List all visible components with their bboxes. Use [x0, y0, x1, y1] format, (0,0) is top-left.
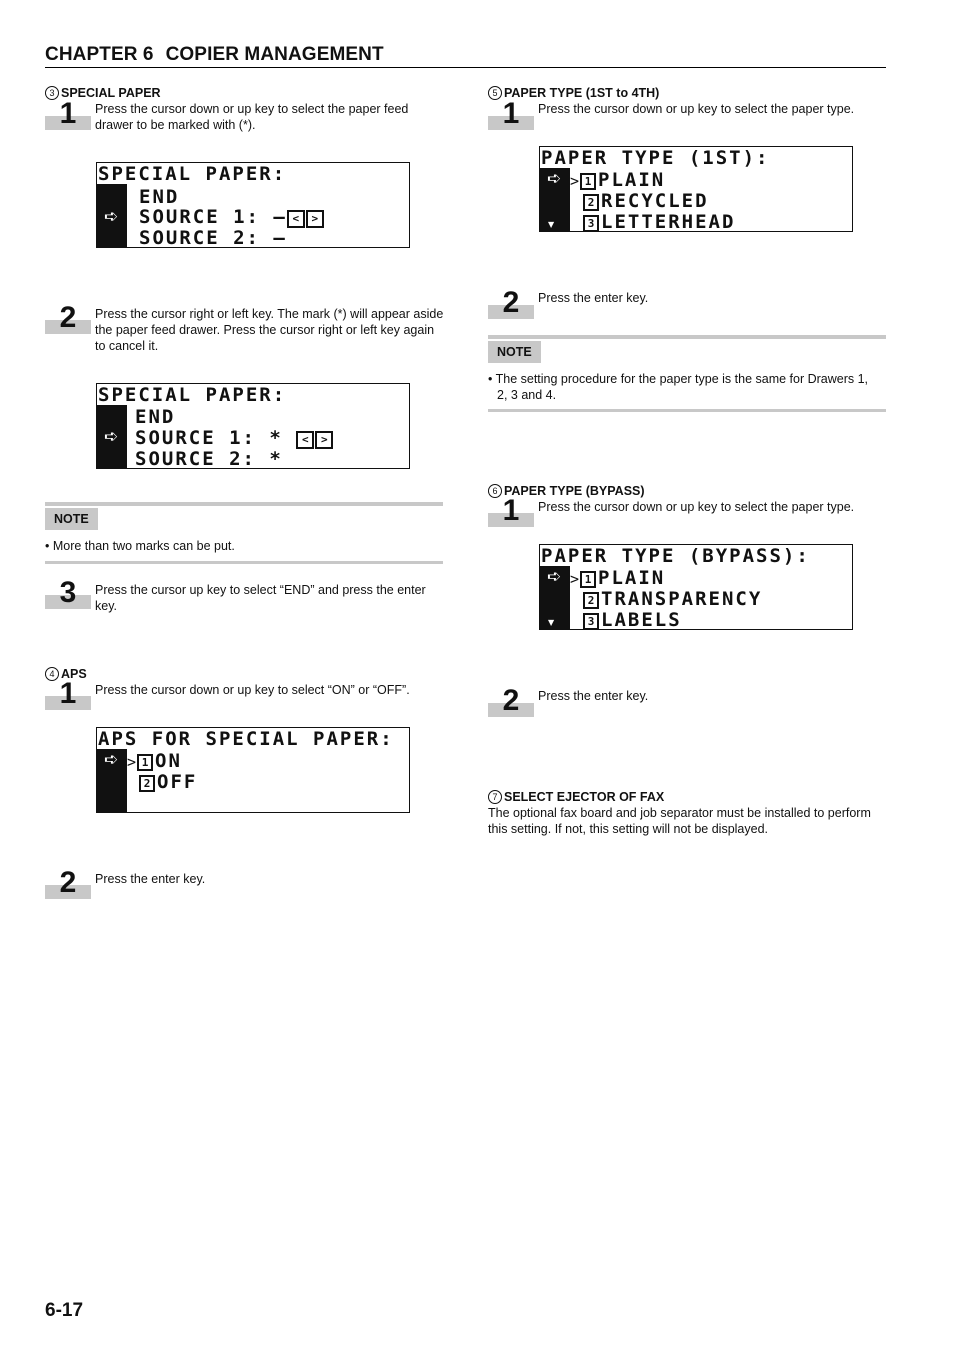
scroll-down-icon: ▼ — [548, 220, 555, 229]
section-number: 7 — [488, 790, 502, 804]
cursor-left-key-icon: < — [296, 431, 314, 449]
lcd-option: 3 LABELS — [583, 610, 682, 630]
step-text: Press the cursor down or up key to select the paper type. — [538, 102, 855, 116]
lcd-line: SPECIAL PAPER: — [98, 384, 287, 406]
step-number: 1 — [502, 97, 520, 130]
cursor-right-key-icon: > — [315, 431, 333, 449]
step-text: Press the cursor up key to select “END” and press the enter key. — [95, 583, 426, 613]
step-text: Press the enter key. — [538, 689, 649, 703]
step-number: 2 — [502, 286, 520, 319]
step-text: Press the cursor down or up key to select the paper feed drawer to be marked with (*). — [95, 102, 409, 132]
step-number: 2 — [502, 684, 520, 717]
note-text: • More than two marks can be put. — [45, 539, 235, 553]
step-number: 1 — [59, 677, 77, 710]
section-body-text: The optional fax board and job separator must be installed to perform this setting. If not, this setting will not be displayed. — [488, 806, 871, 836]
lcd-select-arrow-icon: ➪ — [547, 567, 562, 587]
step-number: 2 — [59, 866, 77, 899]
scroll-down-icon: ▼ — [548, 618, 555, 627]
note-label: NOTE — [45, 508, 98, 530]
section-number: 4 — [45, 667, 59, 681]
note-text: 2, 3 and 4. — [497, 388, 557, 402]
lcd-line: APS FOR SPECIAL PAPER: — [98, 728, 394, 750]
cursor-left-key-icon: < — [287, 210, 305, 228]
lcd-select-arrow-icon: ➪ — [104, 750, 119, 770]
lcd-display-paper-type-bypass — [539, 544, 853, 630]
lcd-option: 2 TRANSPARENCY — [583, 589, 762, 610]
lcd-select-arrow-icon: ➪ — [104, 207, 119, 227]
lcd-option: > 1 ON — [127, 750, 182, 772]
lcd-display-paper-type-1st — [539, 146, 853, 232]
lcd-select-arrow-icon: ➪ — [104, 427, 119, 447]
lcd-line: SOURCE 1: – < > — [139, 207, 325, 228]
section-number: 5 — [488, 86, 502, 100]
lcd-line: SOURCE 2: – — [139, 227, 287, 248]
chapter-header — [45, 44, 886, 68]
step-text: Press the cursor right or left key. The mark (*) will appear aside the paper feed drawer. Press the cursor right or left key again to cancel it. — [95, 307, 444, 353]
lcd-option: 2 RECYCLED — [583, 191, 709, 212]
lcd-display-special-paper-2 — [96, 383, 410, 469]
lcd-line: SOURCE 2: * — [135, 448, 283, 469]
section-number: 6 — [488, 484, 502, 498]
lcd-line: END — [135, 406, 176, 428]
section-heading-select-ejector — [488, 789, 664, 805]
page-number: 6-17 — [45, 1300, 84, 1321]
step-text: Press the enter key. — [95, 872, 206, 886]
step-text: Press the enter key. — [538, 291, 649, 305]
step-number: 3 — [59, 576, 77, 609]
lcd-option: > 1 PLAIN — [570, 567, 666, 589]
note-box — [45, 502, 443, 564]
lcd-select-arrow-icon: ➪ — [547, 169, 562, 189]
note-text: • The setting procedure for the paper type is the same for Drawers 1, — [488, 372, 869, 386]
lcd-display-aps — [96, 727, 410, 813]
section-number: 3 — [45, 86, 59, 100]
lcd-display-special-paper-1 — [96, 162, 410, 248]
note-label: NOTE — [488, 341, 541, 363]
step-text: Press the cursor down or up key to select the paper type. — [538, 500, 855, 514]
step-number: 1 — [502, 494, 520, 527]
lcd-line: SPECIAL PAPER: — [98, 163, 287, 185]
section-title: APS — [61, 667, 87, 681]
step-text: Press the cursor down or up key to select “ON” or “OFF”. — [95, 683, 410, 697]
step-number: 2 — [59, 301, 77, 334]
section-title: SPECIAL PAPER — [61, 86, 161, 100]
chapter-number: CHAPTER 6 — [45, 44, 154, 65]
lcd-line: PAPER TYPE (BYPASS): — [541, 545, 810, 567]
chapter-title: COPIER MANAGEMENT — [165, 44, 384, 65]
section-title: PAPER TYPE (BYPASS) — [504, 484, 645, 498]
lcd-option: > 1 PLAIN — [570, 169, 666, 191]
lcd-line: SOURCE 1: * < > — [135, 428, 334, 449]
step-number: 1 — [59, 97, 77, 130]
lcd-option: 2 OFF — [139, 772, 197, 793]
lcd-line: END — [139, 186, 180, 208]
lcd-line: PAPER TYPE (1ST): — [541, 147, 770, 169]
section-title: PAPER TYPE (1ST to 4TH) — [504, 86, 660, 100]
lcd-option: 3 LETTERHEAD — [583, 212, 735, 232]
note-box — [488, 335, 886, 412]
section-title: SELECT EJECTOR OF FAX — [504, 790, 665, 804]
cursor-right-key-icon: > — [306, 210, 324, 228]
